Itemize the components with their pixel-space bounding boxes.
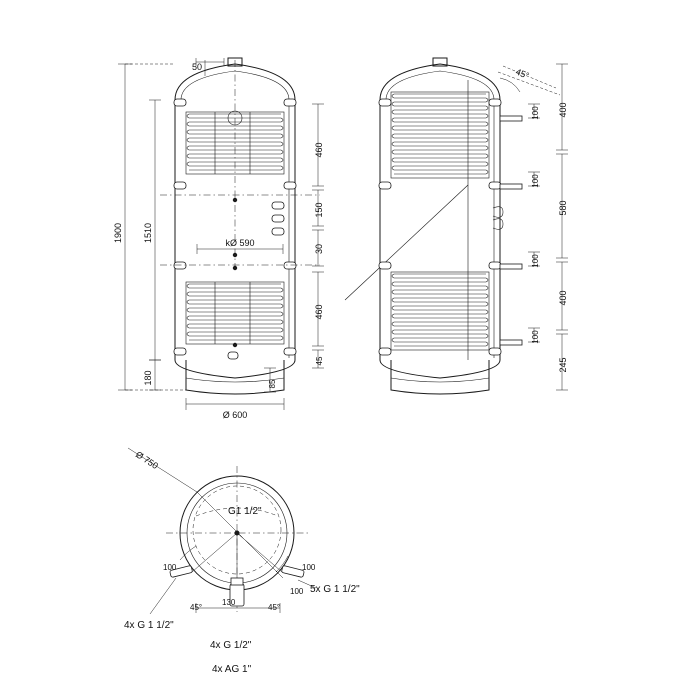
side-elevation-view — [345, 58, 568, 394]
dim-top-bottom-small: 100 — [290, 587, 304, 596]
dim-side-p4: 100 — [531, 330, 540, 344]
dim-top-bottom: 130 — [222, 598, 236, 607]
callout-left: 4x G 1 1/2" — [124, 620, 174, 631]
dim-foot-height: 180 — [143, 370, 153, 386]
dim-overall-height: 1900 — [113, 222, 123, 244]
callout-below-1: 4x G 1/2" — [210, 640, 252, 651]
lower-heat-exchanger-coil — [186, 282, 284, 344]
side-upper-coil — [391, 92, 489, 178]
dim-upper-coil: 460 — [314, 142, 324, 158]
dim-side-p3: 100 — [531, 254, 540, 268]
dim-side-p2: 100 — [531, 174, 540, 188]
side-view-ports — [379, 99, 522, 355]
dim-lower-coil: 460 — [314, 304, 324, 320]
dim-mid-gap: 150 — [314, 202, 324, 218]
dim-base-offset: 85 — [268, 379, 277, 389]
dim-top-left-100: 100 — [163, 563, 177, 572]
dim-port-spacing: 30 — [314, 243, 324, 255]
dim-top-diameter: Ø 750 — [133, 449, 160, 472]
callout-below-2: 4x AG 1" — [212, 664, 252, 675]
dim-side-d1: 400 — [558, 102, 568, 118]
side-lower-coil — [391, 272, 489, 350]
dim-side-p1: 100 — [531, 106, 540, 120]
callout-right: 5x G 1 1/2" — [310, 584, 360, 595]
dim-side-d4: 245 — [558, 357, 568, 373]
dim-angle-45: 45° — [514, 66, 531, 81]
dim-top-right-100: 100 — [302, 563, 316, 572]
dim-low-small: 45 — [315, 356, 324, 366]
dim-side-d3: 400 — [558, 290, 568, 306]
label-center-port: G1 1/2" — [228, 506, 262, 517]
top-view — [124, 448, 360, 675]
dim-top-angle-left: 45° — [190, 603, 203, 612]
front-elevation-view — [113, 58, 324, 420]
dim-top-dome: 50 — [192, 62, 203, 72]
dim-shell-height: 1510 — [143, 222, 153, 244]
dim-bolt-circle: kØ 590 — [225, 238, 255, 248]
dim-diameter-600: Ø 600 — [222, 410, 248, 420]
dim-top-angle-right: 45° — [268, 603, 281, 612]
dim-side-d2: 580 — [558, 200, 568, 216]
